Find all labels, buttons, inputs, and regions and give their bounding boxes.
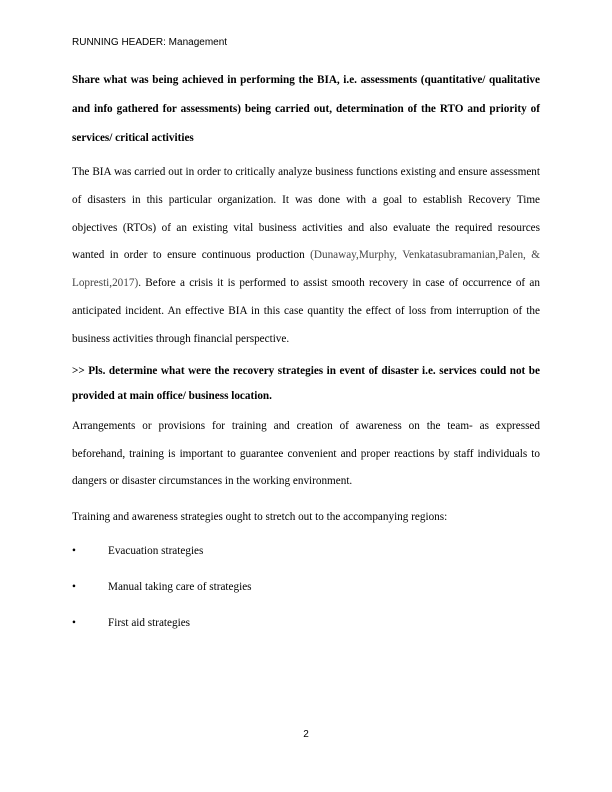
section-heading-recovery: >> Pls. determine what were the recovery strategies in event of disaster i.e. services could not be provided at main office/ business location. <box>72 365 540 402</box>
bullet-symbol: • <box>72 617 76 629</box>
paragraph-bia <box>72 159 540 354</box>
paragraph-training: Arrangements or provisions for training and creation of awareness on the team- as expressed beforehand, training is important to guarantee convenient and proper reactions by staff individuals to dangers or disaster circumstances in the working environment. <box>72 420 540 487</box>
section-heading-bia: Share what was being achieved in performing the BIA, i.e. assessments (quantitative/ qualitative and info gathered for assessments) being carried out, determination of the RTO and priority of services/ critical activities <box>72 74 540 144</box>
list-item-label: Evacuation strategies <box>108 545 204 557</box>
list-item-label: First aid strategies <box>108 617 191 629</box>
page-number: 2 <box>303 729 309 740</box>
running-header: RUNNING HEADER: Management <box>72 37 228 48</box>
paragraph-bia-text-2: . Before a crisis it is performed to assist smooth recovery in case of occurrence of an anticipated incident. An effective BIA in this case quantity the effect of loss from interruption of the business activities through financial perspective. <box>72 277 540 345</box>
paragraph-intro: Training and awareness strategies ought to stretch out to the accompanying regions: <box>72 511 448 523</box>
paragraph-bia-text-1: The BIA was carried out in order to critically analyze business functions existing and ensure assessment of disasters in this particular organization. It was done with a goal to establish Recovery Time objectives (RTOs) of an existing vital business activities and also evaluate the required resources wanted in order to ensure continuous production <box>72 166 540 262</box>
list-item-label: Manual taking care of strategies <box>108 581 252 593</box>
bullet-symbol: • <box>72 581 76 593</box>
bullet-symbol: • <box>72 545 76 557</box>
citation: (Dunaway,Murphy, Venkatasubramanian,Palen, & Lopresti,2017) <box>72 249 540 290</box>
